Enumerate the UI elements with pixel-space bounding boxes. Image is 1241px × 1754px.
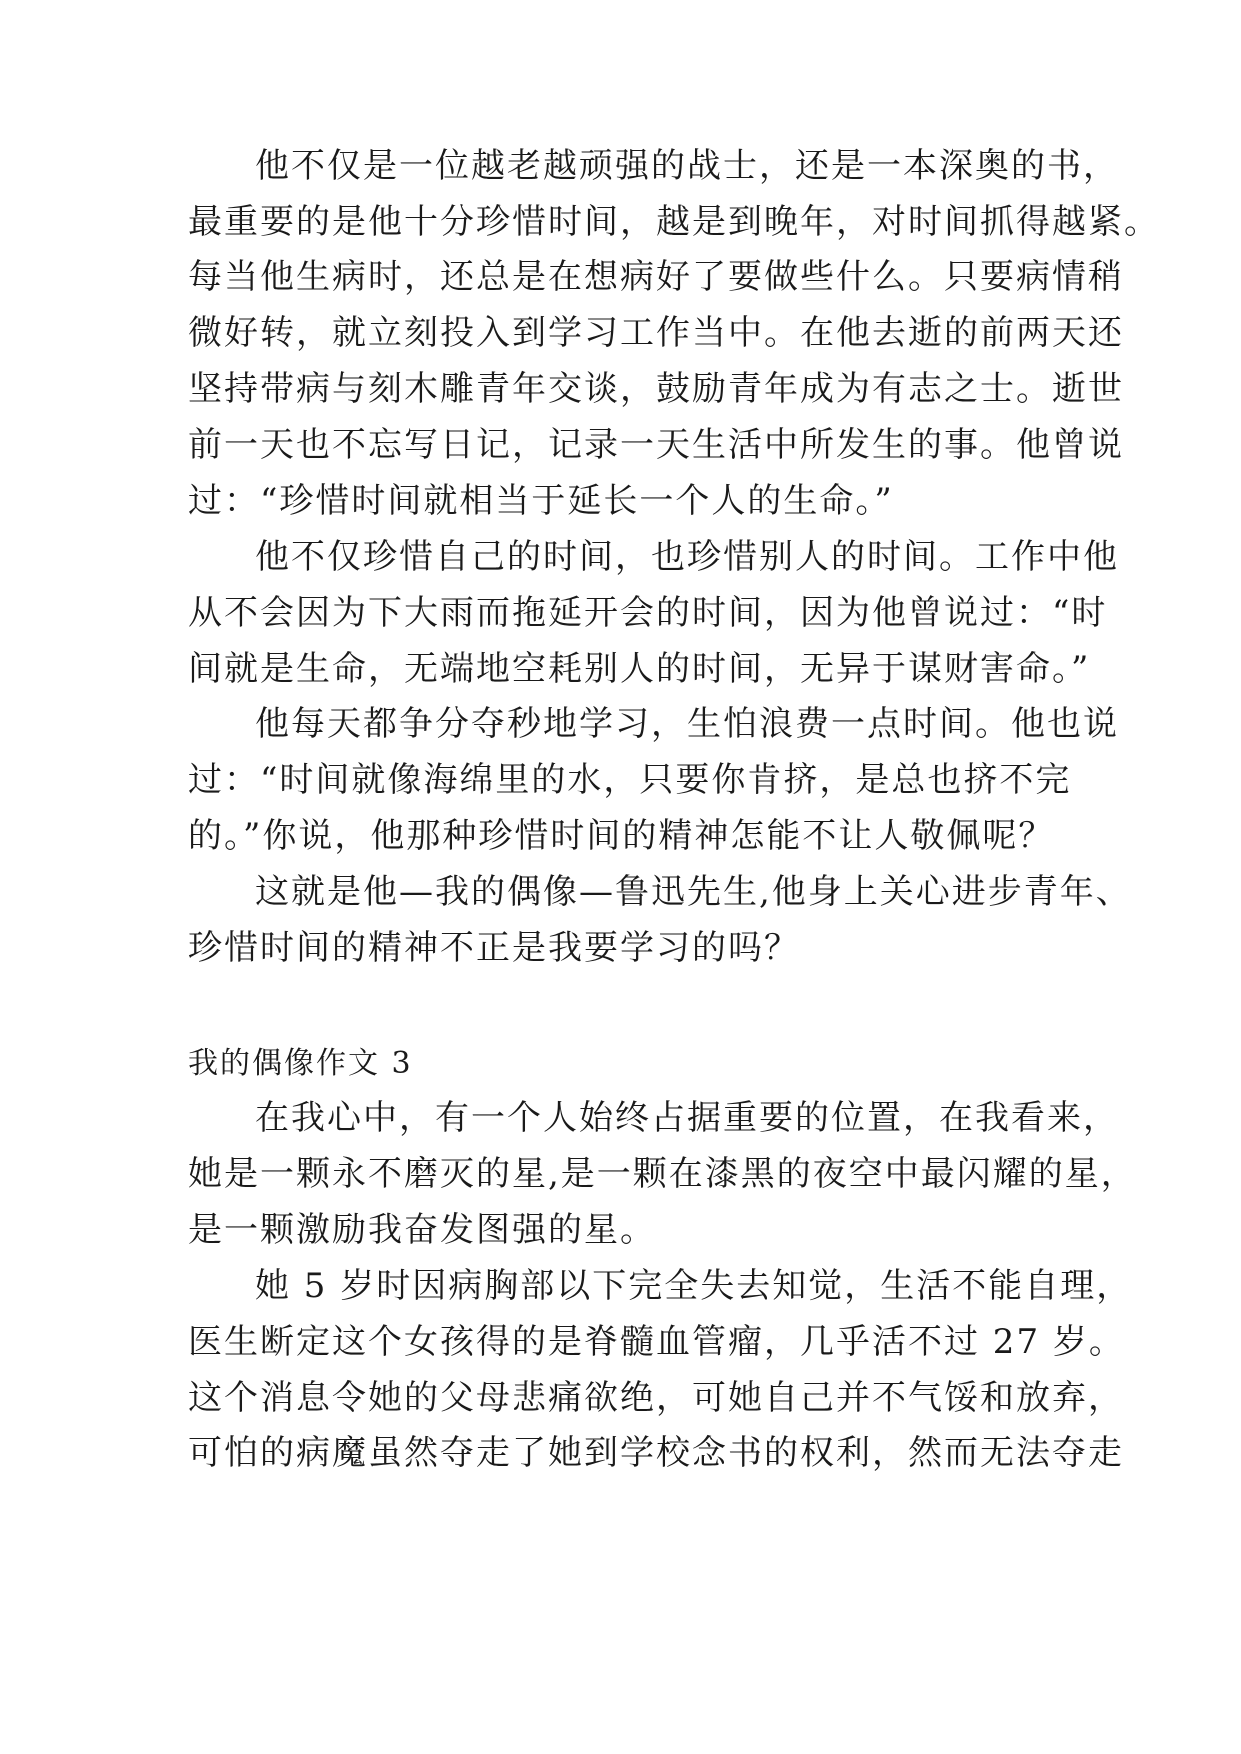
section-heading: 我的偶像作文 3 (188, 1046, 413, 1081)
paragraph-line: 他每天都争分夺秒地学习，生怕浪费一点时间。他也说 (255, 704, 1119, 744)
paragraph-line: 这个消息令她的父母悲痛欲绝，可她自己并不气馁和放弃， (188, 1378, 1124, 1418)
paragraph-line: 每当他生病时，还总是在想病好了要做些什么。只要病情稍 (188, 257, 1124, 297)
paragraph-line: 间就是生命，无端地空耗别人的时间，无异于谋财害命。” (188, 649, 1091, 689)
paragraph-line: 医生断定这个女孩得的是脊髓血管瘤，几乎活不过 27 岁。 (188, 1322, 1125, 1362)
paragraph-line: 的。”你说，他那种珍惜时间的精神怎能不让人敬佩呢？ (188, 816, 1055, 856)
paragraph-line: 他不仅珍惜自己的时间，也珍惜别人的时间。工作中他 (255, 537, 1119, 577)
paragraph-line: 她 5 岁时因病胸部以下完全失去知觉，生活不能自理， (255, 1266, 1133, 1306)
paragraph-line: 过：“珍惜时间就相当于延长一个人的生命。” (188, 481, 894, 521)
paragraph-line: 她是一颗永不磨灭的星,是一颗在漆黑的夜空中最闪耀的星， (188, 1154, 1137, 1194)
paragraph-line: 是一颗激励我奋发图强的星。 (188, 1210, 656, 1250)
paragraph-line: 坚持带病与刻木雕青年交谈，鼓励青年成为有志之士。逝世 (188, 369, 1124, 409)
paragraph-line: 在我心中，有一个人始终占据重要的位置，在我看来， (255, 1098, 1119, 1138)
paragraph-line: 过：“时间就像海绵里的水，只要你肯挤，是总也挤不完 (188, 760, 1072, 800)
paragraph-line: 前一天也不忘写日记，记录一天生活中所发生的事。他曾说 (188, 425, 1124, 465)
paragraph-line: 珍惜时间的精神不正是我要学习的吗？ (188, 928, 800, 968)
paragraph-line: 微好转，就立刻投入到学习工作当中。在他去逝的前两天还 (188, 313, 1124, 353)
paragraph-line: 从不会因为下大雨而拖延开会的时间，因为他曾说过：“时 (188, 593, 1108, 633)
paragraph-line: 这就是他—我的偶像—鲁迅先生,他身上关心进步青年、 (255, 872, 1132, 912)
paragraph-line: 他不仅是一位越老越顽强的战士，还是一本深奥的书， (255, 146, 1119, 186)
paragraph-line: 可怕的病魔虽然夺走了她到学校念书的权利，然而无法夺走 (188, 1433, 1124, 1473)
paragraph-line: 最重要的是他十分珍惜时间，越是到晚年，对时间抓得越紧。 (188, 202, 1160, 242)
